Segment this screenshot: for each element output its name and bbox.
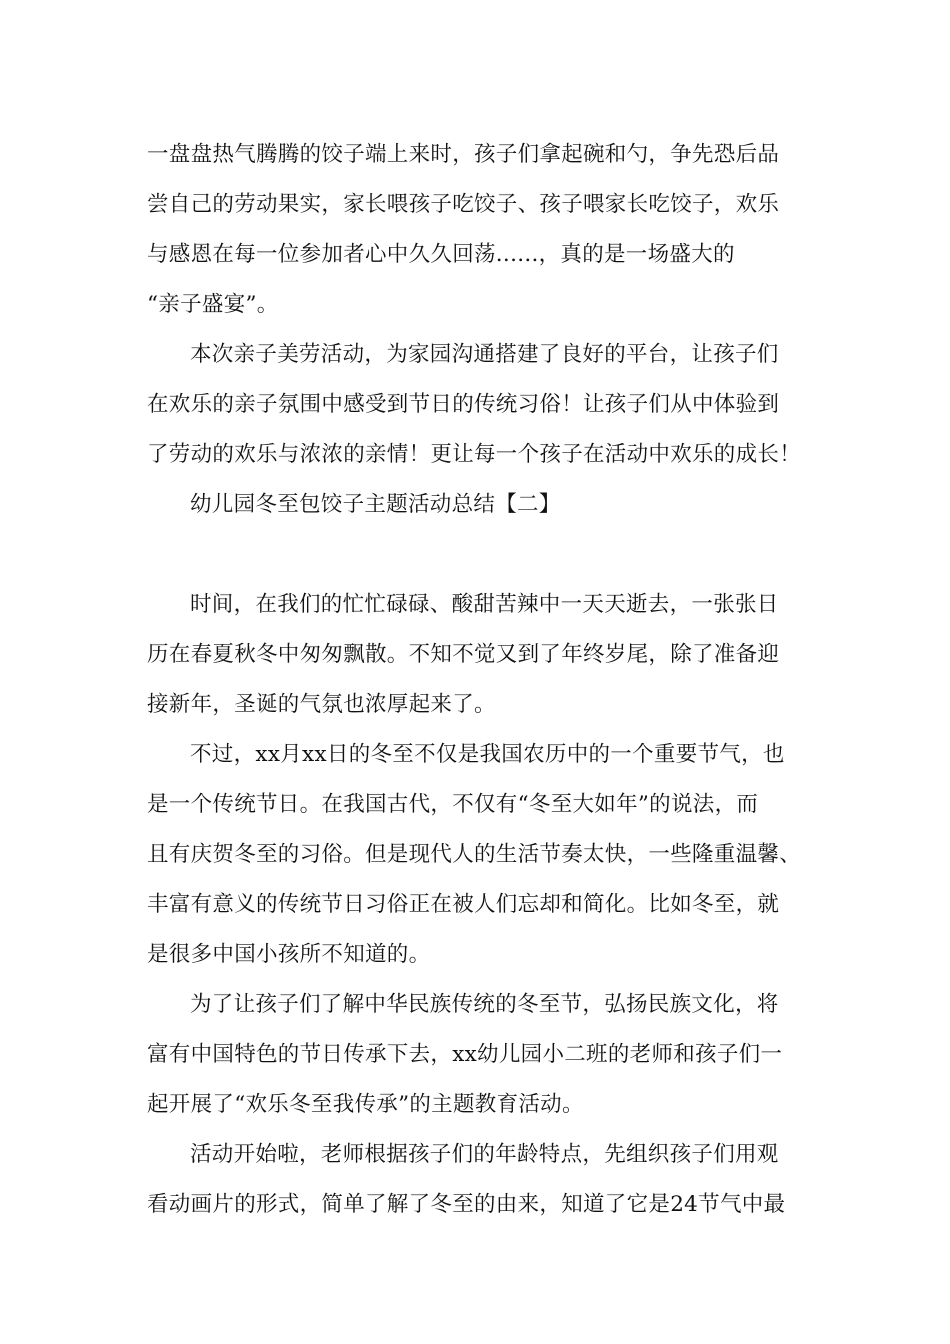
paragraph-3-line-3: 接新年，圣诞的气氛也浓厚起来了。: [147, 692, 496, 717]
paragraph-2-line-2: 在欢乐的亲子氛围中感受到节日的传统习俗！让孩子们从中体验到: [147, 392, 780, 417]
paragraph-6-line-1: 活动开始啦，老师根据孩子们的年龄特点，先组织孩子们用观: [190, 1142, 779, 1167]
paragraph-4-line-2: 是一个传统节日。在我国古代，不仅有“冬至大如年”的说法，而: [147, 792, 759, 817]
paragraph-3-line-1: 时间，在我们的忙忙碌碌、酸甜苦辣中一天天逝去，一张张日: [190, 592, 779, 617]
paragraph-1-line-4: “亲子盛宴”。: [147, 292, 279, 317]
paragraph-5-line-3: 起开展了“欢乐冬至我传承”的主题教育活动。: [147, 1092, 584, 1117]
paragraph-3-line-2: 历在春夏秋冬中匆匆飘散。不知不觉又到了年终岁尾，除了准备迎: [147, 642, 780, 667]
paragraph-1-line-2: 尝自己的劳动果实，家长喂孩子吃饺子、孩子喂家长吃饺子，欢乐: [147, 192, 780, 217]
paragraph-5-line-2: 富有中国特色的节日传承下去，xx幼儿园小二班的老师和孩子们一: [147, 1042, 783, 1067]
paragraph-2-line-3: 了劳动的欢乐与浓浓的亲情！更让每一个孩子在活动中欢乐的成长！: [147, 442, 802, 467]
paragraph-2-line-1: 本次亲子美劳活动，为家园沟通搭建了良好的平台，让孩子们: [190, 342, 779, 367]
paragraph-1-line-3: 与感恩在每一位参加者心中久久回荡......，真的是一场盛大的: [147, 242, 735, 267]
paragraph-4-line-1: 不过，xx月xx日的冬至不仅是我国农历中的一个重要节气，也: [190, 742, 785, 767]
paragraph-1-line-1: 一盘盘热气腾腾的饺子端上来时，孩子们拿起碗和勺，争先恐后品: [147, 142, 780, 167]
paragraph-4-line-3: 且有庆贺冬至的习俗。但是现代人的生活节奏太快，一些隆重温馨、: [147, 842, 802, 867]
paragraph-4-line-5: 是很多中国小孩所不知道的。: [147, 942, 431, 967]
paragraph-4-line-4: 丰富有意义的传统节日习俗正在被人们忘却和简化。比如冬至，就: [147, 892, 780, 917]
paragraph-5-line-1: 为了让孩子们了解中华民族传统的冬至节，弘扬民族文化，将: [190, 992, 779, 1017]
section-heading: 幼儿园冬至包饺子主题活动总结【二】: [190, 492, 561, 517]
paragraph-6-line-2: 看动画片的形式，简单了解了冬至的由来，知道了它是24节气中最: [147, 1192, 786, 1217]
